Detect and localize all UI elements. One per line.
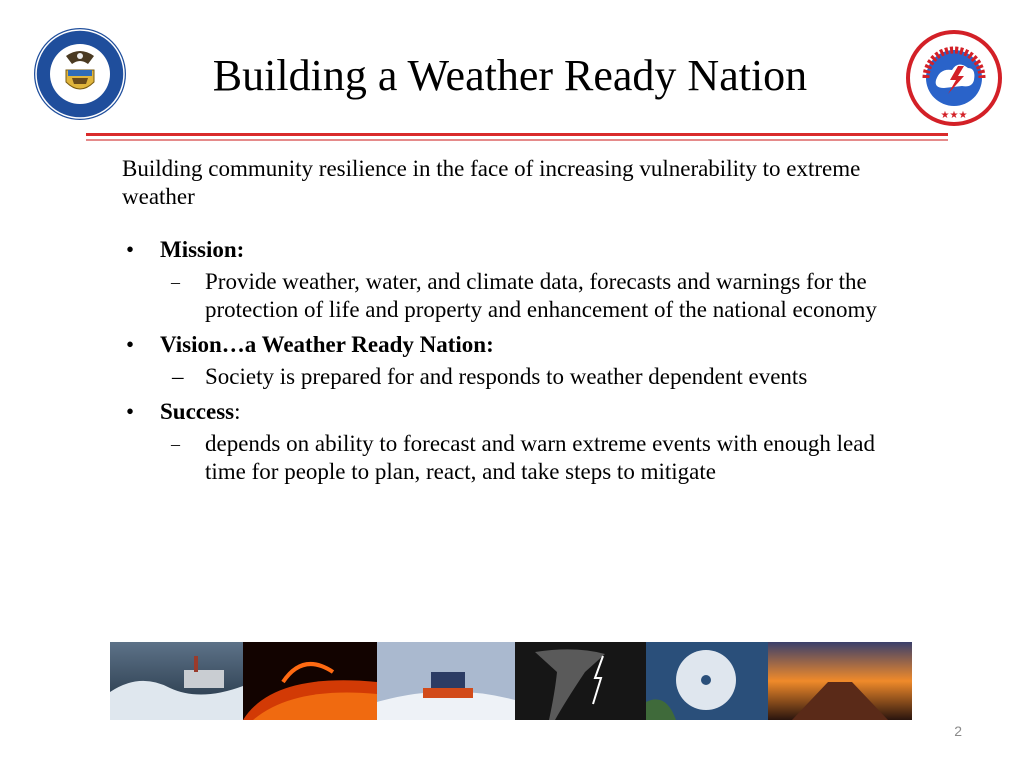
nws-logo [906,30,1002,126]
svg-text:★★★: ★★★ [940,110,968,121]
bullet-vision [122,331,902,359]
sub-bullet-text: Provide weather, water, and climate data, forecasts and warnings for the protection of life and property and enhancement of the national economy [205,269,877,322]
sub-bullet-text: Society is prepared for and responds to weather dependent events [205,364,808,389]
ship-in-storm-image [110,642,243,720]
snow-plow-image [377,642,515,720]
sub-bullet-text: depends on ability to forecast and warn extreme events with enough lead time for people to plan, react, and take steps to mitigate [205,431,875,484]
bullet-mission [122,236,902,264]
page-number: 2 [954,723,962,739]
tornado-lightning-image [515,642,646,720]
slide-body [122,155,902,486]
intro-text: Building community resilience in the face of increasing vulnerability to extreme weather [122,156,861,209]
doc-seal-logo [32,26,128,122]
sub-bullet-success [122,430,902,486]
dash-marker: – [171,272,180,292]
slide-title: Building a Weather Ready Nation [212,51,808,100]
dash-marker: – [171,434,180,454]
sub-bullet-vision [122,363,902,391]
title-divider-secondary [86,139,948,141]
sunset-road-image [768,642,912,720]
bullet-label-suffix: : [234,399,241,424]
bullet-label: Vision…a Weather Ready Nation: [160,332,494,357]
solar-flare-image [243,642,377,720]
bullet-marker: • [126,332,135,357]
bullet-marker: • [126,237,135,262]
bullet-label: Mission: [160,237,245,262]
title-divider [86,133,948,136]
hurricane-satellite-image [646,642,768,720]
sub-bullet-mission [122,268,902,324]
photo-strip [110,642,912,720]
bullet-success [122,398,902,426]
bullet-marker: • [126,399,135,424]
dash-marker: – [172,364,184,389]
bullet-label: Success [160,399,235,424]
